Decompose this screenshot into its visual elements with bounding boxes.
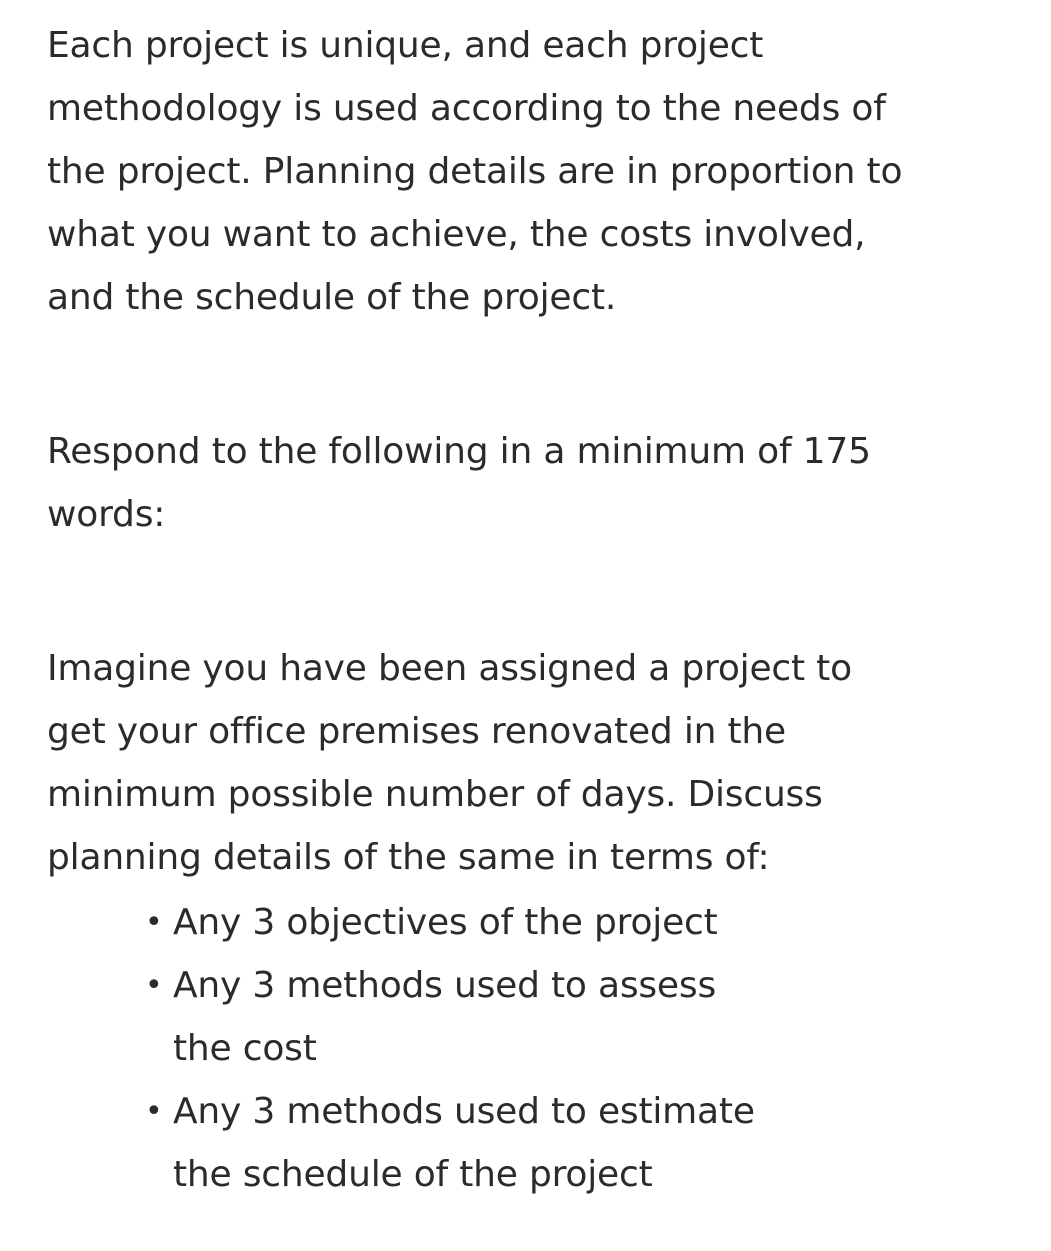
- list-item-text: Any 3 methods used to estimate the schedule of the project: [173, 1091, 755, 1195]
- bullet-icon: •: [145, 968, 163, 1003]
- bullet-icon: •: [145, 1094, 163, 1129]
- list-item-text: Any 3 methods used to assess the cost: [173, 965, 716, 1069]
- list-item: [47, 1080, 927, 1206]
- document-body: [47, 14, 927, 1206]
- scenario-paragraph: Imagine you have been assigned a project to get your office premises renovated in the minimum possible number of days. Discuss planning details of the same in terms of:: [47, 648, 852, 878]
- intro-paragraph: Each project is unique, and each project methodology is used according to the needs of the project. Planning details are in proportion to what you want to achieve, the costs involved, and the schedule of the project.: [47, 25, 903, 318]
- instruction-paragraph: Respond to the following in a minimum of 175 words:: [47, 431, 871, 535]
- list-item: [47, 891, 927, 954]
- bullet-icon: •: [145, 905, 163, 940]
- list-item-text: Any 3 objectives of the project: [173, 902, 718, 943]
- list-item: [47, 954, 927, 1080]
- bullet-list: [47, 891, 927, 1206]
